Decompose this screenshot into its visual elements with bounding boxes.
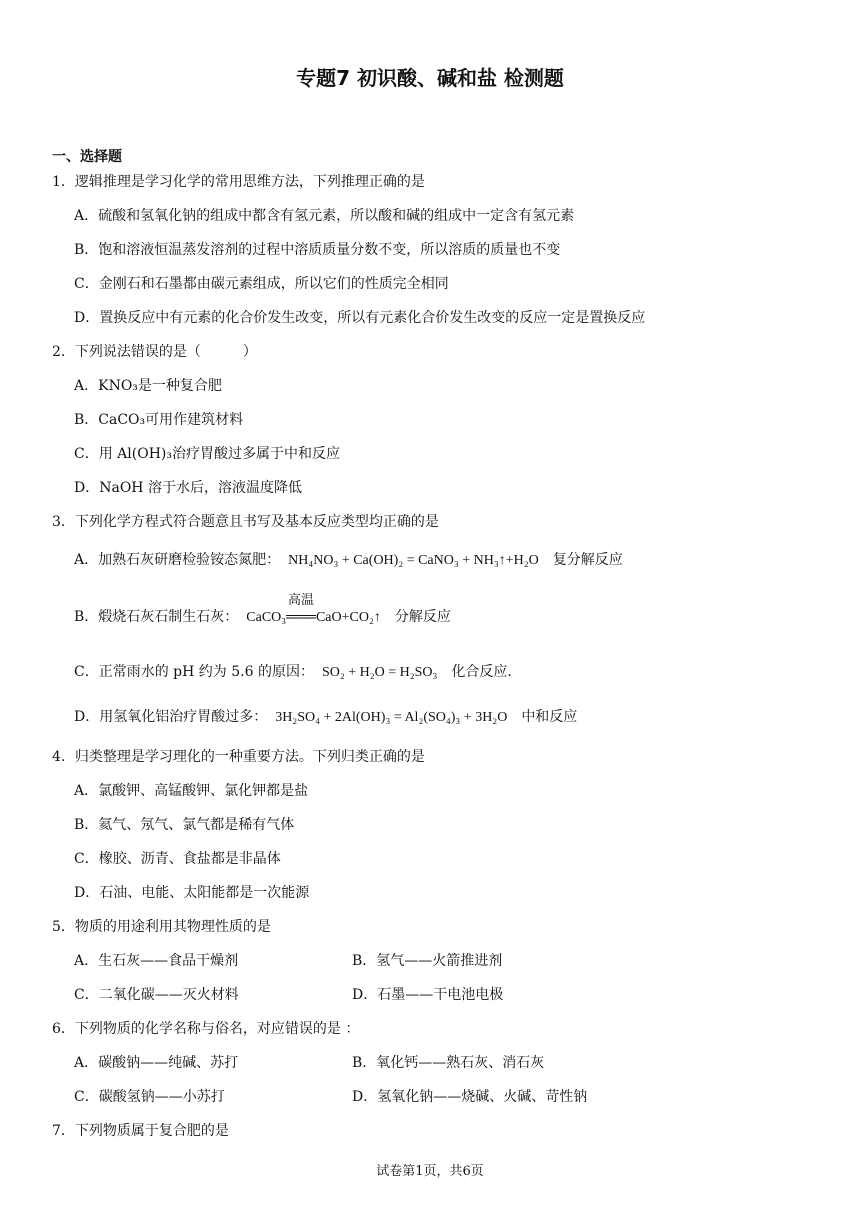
question-3-option-b: [74, 592, 451, 628]
question-6-option-a: A．碳酸钠——纯碱、苏打: [74, 1055, 239, 1071]
section-heading: 一、选择题: [52, 149, 122, 165]
question-3-option-a: [74, 550, 623, 571]
question-6-option-c: C．碳酸氢钠——小苏打: [74, 1089, 225, 1105]
question-6-option-b: B．氧化钙——熟石灰、消石灰: [352, 1055, 545, 1071]
question-3-option-d: [74, 707, 577, 728]
question-1-option-a: A．硫酸和氢氧化钠的组成中都含有氢元素，所以酸和碱的组成中一定含有氢元素: [74, 208, 575, 224]
question-5-option-b: B．氢气——火箭推进剂: [352, 953, 503, 969]
question-4-option-d: D．石油、电能、太阳能都是一次能源: [74, 885, 310, 901]
page-footer: 试卷第1页，共6页: [376, 1164, 484, 1179]
question-2-option-a: A．KNO₃是一种复合肥: [74, 378, 222, 394]
question-3-option-c: [74, 662, 512, 683]
question-6-option-d: D．氢氧化钠——烧碱、火碱、苛性钠: [352, 1089, 588, 1105]
question-3-option-b-equation: [246, 592, 381, 625]
question-4-option-b: B．氦气、氖气、氯气都是稀有气体: [74, 817, 295, 833]
question-3-option-b-reactant: CaCO₃: [246, 610, 287, 625]
question-4-option-c: C．橡胶、沥青、食盐都是非晶体: [74, 851, 281, 867]
question-3-option-b-products: CaO+CO₂↑: [315, 610, 381, 625]
question-3-option-d-text: D．用氢氧化铝治疗胃酸过多：: [74, 709, 268, 725]
question-1-option-c: C．金刚石和石墨都由碳元素组成，所以它们的性质完全相同: [74, 276, 449, 292]
question-2-option-d: D．NaOH 溶于水后，溶液温度降低: [74, 480, 302, 496]
question-5-option-c: C．二氧化碳——灭火材料: [74, 987, 239, 1003]
question-3-option-a-equation: NH₄NO₃ + Ca(OH)₂ = CaNO₃ + NH₃↑+H₂O: [288, 553, 539, 568]
question-3-option-d-equation: 3H₂SO₄ + 2Al(OH)₃ = Al₂(SO₄)₃ + 3H₂O: [275, 710, 508, 725]
question-2-option-c: C．用 Al(OH)₃治疗胃酸过多属于中和反应: [74, 446, 340, 462]
question-7-stem: 7．下列物质属于复合肥的是: [52, 1123, 229, 1139]
question-1-stem: 1．逻辑推理是学习化学的常用思维方法，下列推理正确的是: [52, 174, 425, 190]
question-3-option-c-text: C．正常雨水的 pH 约为 5.6 的原因：: [74, 664, 314, 680]
question-3-option-b-text: B．煅烧石灰石制生石灰：: [74, 609, 239, 625]
question-5-stem: 5．物质的用途利用其物理性质的是: [52, 919, 271, 935]
question-5-option-a: A．生石灰——食品干燥剂: [74, 953, 239, 969]
page-title: 专题7 初识酸、碱和盐 检测题: [296, 66, 564, 90]
question-3-option-d-reaction-type: 中和反应: [521, 709, 578, 725]
question-1-option-b: B．饱和溶液恒温蒸发溶剂的过程中溶质质量分数不变，所以溶质的质量也不变: [74, 242, 561, 258]
question-2-stem: 2．下列说法错误的是（ ）: [52, 344, 257, 360]
question-6-stem: 6．下列物质的化学名称与俗名，对应错误的是 ：: [52, 1021, 360, 1037]
question-4-option-a: A．氯酸钾、高锰酸钾、氯化钾都是盐: [74, 783, 309, 799]
reaction-condition-arrow: 高温 ═══: [286, 592, 316, 625]
question-3-stem: 3．下列化学方程式符合题意且书写及基本反应类型均正确的是: [52, 514, 439, 530]
question-3-option-a-text: A．加熟石灰研磨检验铵态氮肥：: [74, 552, 281, 568]
question-3-option-c-equation: SO₂ + H₂O = H₂SO₃: [321, 665, 438, 680]
question-3-option-c-reaction-type: 化合反应.: [451, 664, 512, 680]
question-1-option-d: D．置换反应中有元素的化合价发生改变，所以有元素化合价发生改变的反应一定是置换反应: [74, 310, 646, 326]
question-3-option-a-reaction-type: 复分解反应: [552, 552, 623, 568]
reaction-condition: 高温: [288, 592, 315, 607]
question-3-option-b-reaction-type: 分解反应: [394, 609, 451, 625]
question-5-option-d: D．石墨——干电池电极: [352, 987, 504, 1003]
question-4-stem: 4．归类整理是学习理化的一种重要方法。下列归类正确的是: [52, 749, 425, 765]
question-2-option-b: B．CaCO₃可用作建筑材料: [74, 412, 244, 428]
